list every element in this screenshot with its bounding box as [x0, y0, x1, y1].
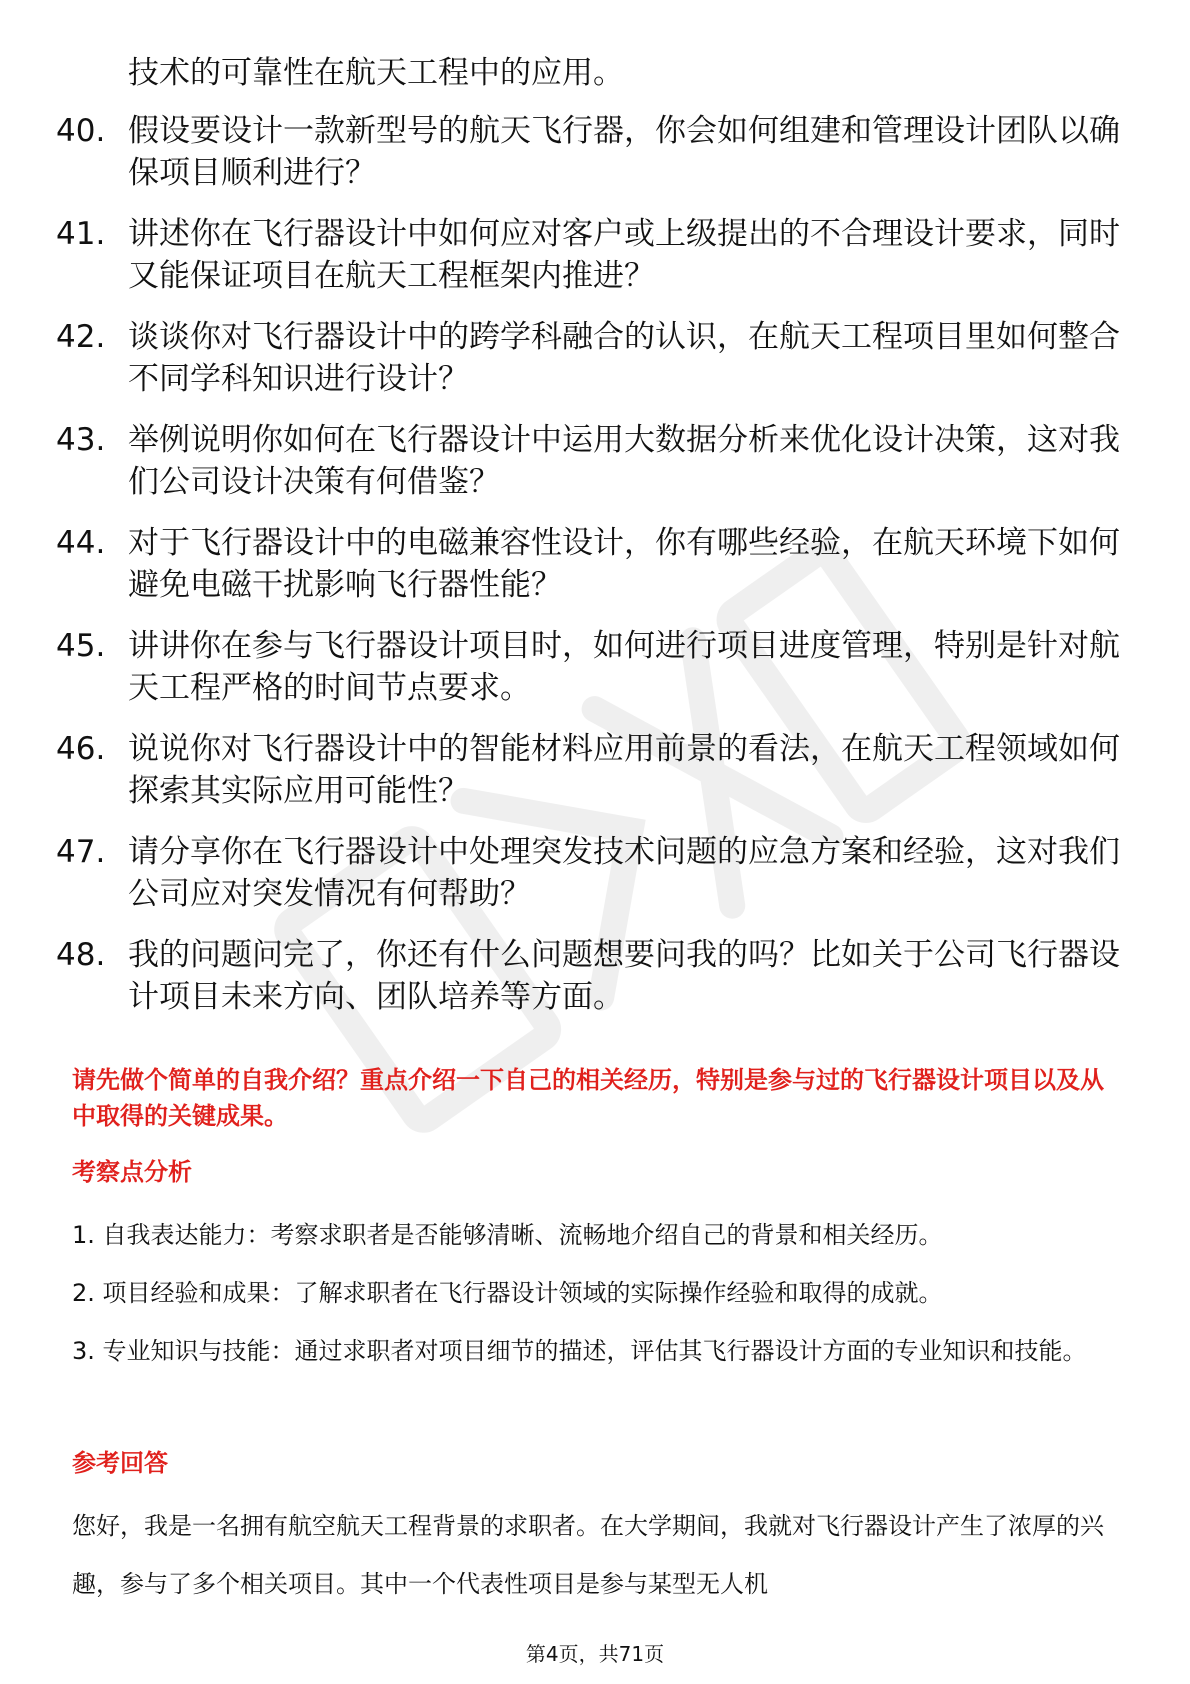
analysis-heading: 考察点分析 — [72, 1158, 192, 1186]
list-item: 2. 项目经验和成果：了解求职者在飞行器设计领域的实际操作经验和取得的成就。 — [72, 1279, 943, 1307]
continuation-text: 技术的可靠性在航天工程中的应用。 — [128, 55, 624, 91]
list-item: 1. 自我表达能力：考察求职者是否能够清晰、流畅地介绍自己的背景和相关经历。 — [72, 1221, 943, 1249]
question-number: 40. — [56, 113, 106, 149]
question-text: 请分享你在飞行器设计中处理突发技术问题的应急方案和经验，这对我们公司应对突发情况有何帮助？ — [128, 834, 1120, 912]
question-text: 讲述你在飞行器设计中如何应对客户或上级提出的不合理设计要求，同时又能保证项目在航天工程框架内推进？ — [128, 216, 1120, 294]
question-number: 47. — [56, 834, 106, 870]
question-number: 41. — [56, 216, 106, 252]
question-number: 48. — [56, 937, 106, 973]
question-text: 我的问题问完了，你还有什么问题想要问我的吗？比如关于公司飞行器设计项目未来方向、团队培养等方面。 — [128, 937, 1120, 1015]
question-number: 45. — [56, 628, 106, 664]
list-item — [56, 728, 1136, 812]
question-text: 举例说明你如何在飞行器设计中运用大数据分析来优化设计决策，这对我们公司设计决策有何借鉴？ — [128, 422, 1120, 500]
list-item — [56, 831, 1136, 915]
list-item — [56, 522, 1136, 606]
question-number: 44. — [56, 525, 106, 561]
question-text: 谈谈你对飞行器设计中的跨学科融合的认识，在航天工程项目里如何整合不同学科知识进行设计？ — [128, 319, 1120, 397]
list-item — [56, 625, 1136, 709]
list-item — [56, 316, 1136, 400]
featured-question: 请先做个简单的自我介绍？重点介绍一下自己的相关经历，特别是参与过的飞行器设计项目以及从中取得的关键成果。 — [72, 1066, 1104, 1130]
analysis-list — [72, 1206, 1122, 1380]
question-number: 43. — [56, 422, 106, 458]
question-number: 46. — [56, 731, 106, 767]
list-item — [56, 110, 1136, 194]
question-text: 假设要设计一款新型号的航天飞行器，你会如何组建和管理设计团队以确保项目顺利进行？ — [128, 113, 1120, 191]
answer-heading: 参考回答 — [72, 1449, 168, 1477]
question-text: 对于飞行器设计中的电磁兼容性设计，你有哪些经验，在航天环境下如何避免电磁干扰影响飞行器性能？ — [128, 525, 1120, 603]
list-item — [56, 934, 1136, 1018]
question-number: 42. — [56, 319, 106, 355]
answer-text: 您好，我是一名拥有航空航天工程背景的求职者。在大学期间，我就对飞行器设计产生了浓厚的兴趣，参与了多个相关项目。其中一个代表性项目是参与某型无人机 — [72, 1512, 1104, 1598]
list-item — [56, 213, 1136, 297]
list-item: 3. 专业知识与技能：通过求职者对项目细节的描述，评估其飞行器设计方面的专业知识和技能。 — [72, 1337, 1087, 1365]
question-list — [56, 110, 1136, 1037]
list-item — [56, 419, 1136, 503]
question-text: 讲讲你在参与飞行器设计项目时，如何进行项目进度管理，特别是针对航天工程严格的时间节点要求。 — [128, 628, 1120, 706]
page-number: 第4页，共71页 — [525, 1642, 665, 1666]
question-text: 说说你对飞行器设计中的智能材料应用前景的看法，在航天工程领域如何探索其实际应用可能性？ — [128, 731, 1120, 809]
